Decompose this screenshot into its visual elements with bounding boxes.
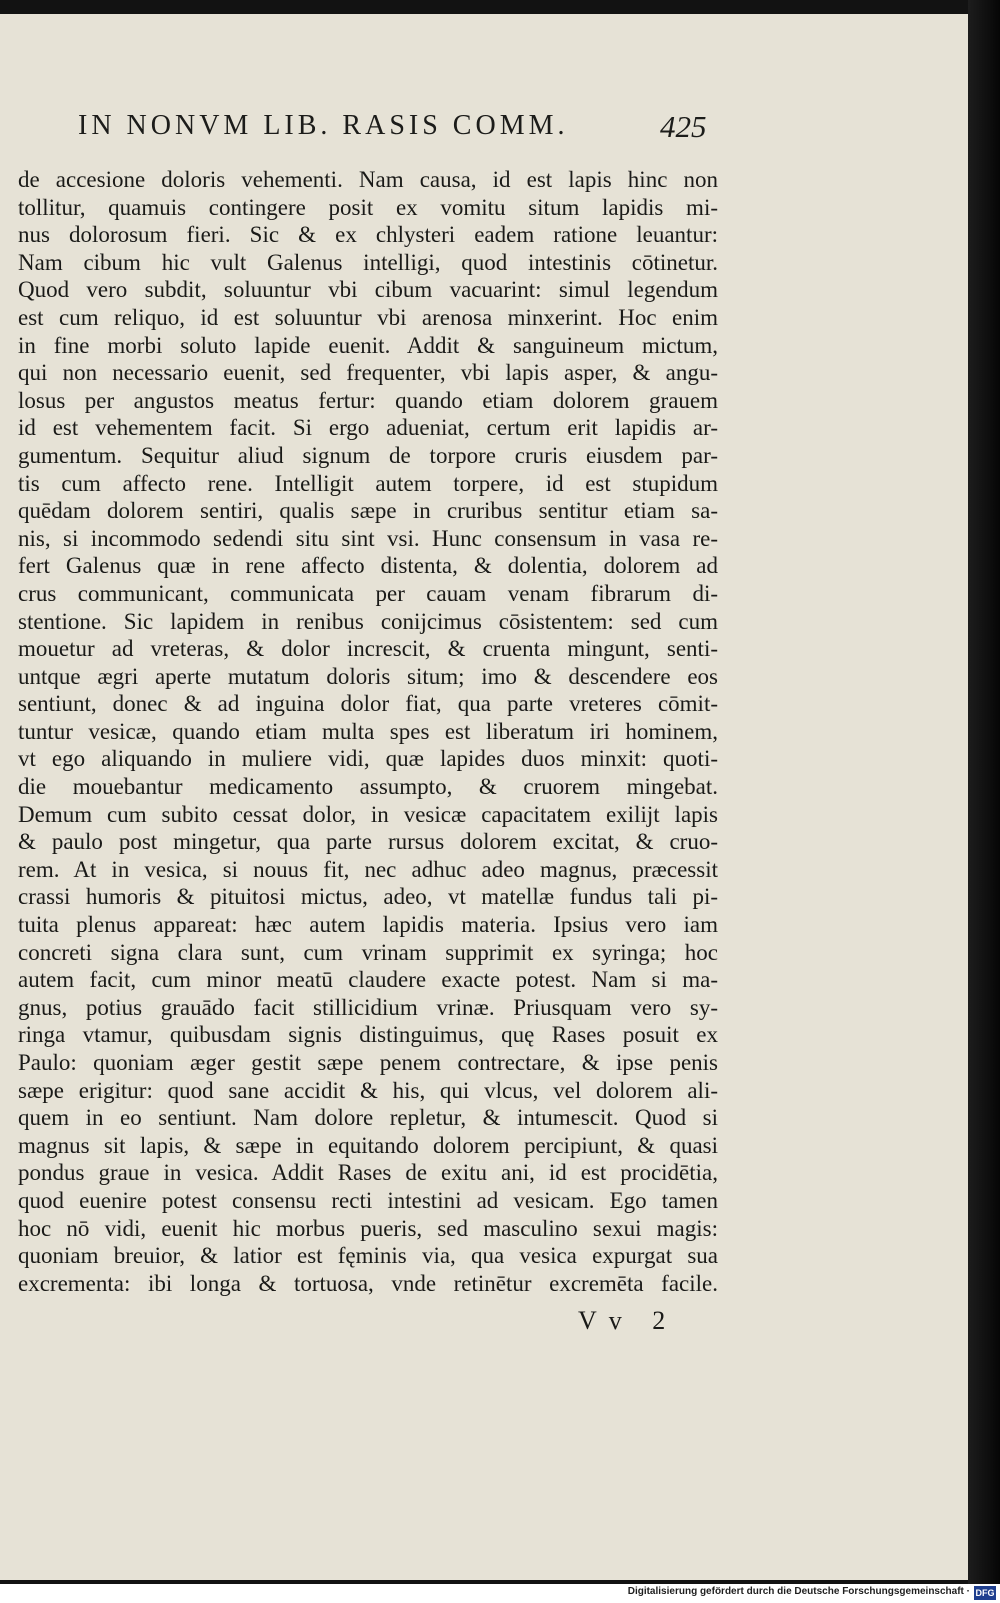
text-line: Demum cum subito cessat dolor, in vesicæ capacitatem exilijt lapis: [18, 801, 718, 827]
body-text: [18, 166, 718, 1297]
text-line: magnus sit lapis, & sæpe in equitando dolorem percipiunt, & quasi: [18, 1132, 718, 1158]
signature-mark: Vv 2: [578, 1306, 678, 1335]
footer: [0, 1584, 1000, 1603]
text-line: id est vehementem facit. Si ergo adueniat, certum erit lapidis ar-: [18, 415, 718, 441]
text-line: Nam cibum hic vult Galenus intelligi, quod intestinis cōtinetur.: [18, 249, 718, 275]
text-line: & paulo post mingetur, qua parte rursus dolorem excitat, & cruo-: [18, 829, 718, 855]
text-line: de accesione doloris vehementi. Nam causa, id est lapis hinc non: [18, 167, 718, 192]
text-line: qui non necessario euenit, sed frequenter, vbi lapis asper, & angu-: [18, 360, 718, 386]
text-line: gumentum. Sequitur aliud signum de torpore cruris eiusdem par-: [18, 442, 718, 468]
dfg-logo: DFG: [975, 1588, 995, 1598]
text-line: losus per angustos meatus fertur: quando etiam dolorem grauem: [18, 387, 718, 413]
scan-edge: [968, 0, 1000, 1584]
text-line: stentione. Sic lapidem in renibus conijcimus cōsistentem: sed cum: [18, 608, 718, 634]
text-line: nis, si incommodo sedendi situ sint vsi. Hunc consensum in vasa re-: [18, 525, 718, 551]
running-head: IN NONVM LIB. RASIS COMM.: [78, 110, 569, 141]
text-line: untque ægri aperte mutatum doloris situm; imo & descendere eos: [18, 663, 718, 689]
text-line: autem facit, cum minor meatū claudere exacte potest. Nam si ma-: [18, 967, 718, 993]
text-line: die mouebantur medicamento assumpto, & cruorem mingebat.: [18, 774, 718, 800]
text-line: rem. At in vesica, si nouus fit, nec adhuc adeo magnus, præcessit: [18, 856, 718, 882]
text-line: nus dolorosum fieri. Sic & ex chlysteri eadem ratione leuantur:: [18, 222, 718, 248]
text-line: excrementa: ibi longa & tortuosa, vnde retinētur excremēta facile.: [18, 1270, 718, 1296]
text-line: tuntur vesicæ, quando etiam multa spes est liberatum iri hominem,: [18, 718, 718, 744]
text-line: tis cum affecto rene. Intelligit autem torpere, id est stupidum: [18, 470, 718, 496]
text-line: sæpe erigitur: quod sane accidit & his, qui vlcus, vel dolorem ali-: [18, 1077, 718, 1103]
text-line: in fine morbi soluto lapide euenit. Addit & sanguineum mictum,: [18, 332, 718, 358]
text-line: quēdam dolorem sentiri, qualis sæpe in cruribus sentitur etiam sa-: [18, 498, 718, 524]
text-line: quem in eo sentiunt. Nam dolore repletur, & intumescit. Quod si: [18, 1105, 718, 1131]
text-line: vt ego aliquando in muliere vidi, quæ lapides duos minxit: quoti-: [18, 746, 718, 772]
text-line: tuita plenus appareat: hæc autem lapidis materia. Ipsius vero iam: [18, 912, 718, 938]
text-line: gnus, potius grauādo facit stillicidium vrinæ. Priusquam vero sy-: [18, 994, 718, 1020]
text-line: est cum reliquo, id est soluuntur vbi arenosa minxerint. Hoc enim: [18, 304, 718, 330]
book-page: [0, 14, 968, 1580]
text-line: quoniam breuior, & latior est fęminis via, qua vesica expurgat sua: [18, 1243, 718, 1269]
funding-note: Digitalisierung gefördert durch die Deutsche Forschungsgemeinschaft ·: [627, 1586, 970, 1597]
text-line: concreti signa clara sunt, cum vrinam supprimit ex syringa; hoc: [18, 939, 718, 965]
text-line: hoc nō vidi, euenit hic morbus pueris, sed masculino sexui magis:: [18, 1215, 718, 1241]
text-line: Quod vero subdit, soluuntur vbi cibum vacuarint: simul legendum: [18, 277, 718, 303]
text-line: sentiunt, donec & ad inguina dolor fiat, qua parte vreteres cōmit-: [18, 691, 718, 717]
text-line: crassi humoris & pituitosi mictus, adeo, vt matellæ fundus tali pi-: [18, 884, 718, 910]
text-line: ringa vtamur, quibusdam signis distinguimus, quę Rases posuit ex: [18, 1022, 718, 1048]
text-line: quod euenire potest consensu recti intestini ad vesicam. Ego tamen: [18, 1187, 718, 1213]
text-line: fert Galenus quæ in rene affecto distenta, & dolentia, dolorem ad: [18, 553, 718, 579]
text-line: Paulo: quoniam æger gestit sæpe penem contrectare, & ipse penis: [18, 1050, 718, 1075]
text-line: mouetur ad vreteras, & dolor increscit, & cruenta mingunt, senti-: [18, 636, 718, 662]
text-line: crus communicant, communicata per cauam venam fibrarum di-: [18, 580, 718, 606]
text-line: pondus graue in vesica. Addit Rases de exitu ani, id est procidētia,: [18, 1160, 718, 1186]
text-line: tollitur, quamuis contingere posit ex vomitu situm lapidis mi-: [18, 194, 718, 220]
page-number: 425: [660, 109, 707, 144]
